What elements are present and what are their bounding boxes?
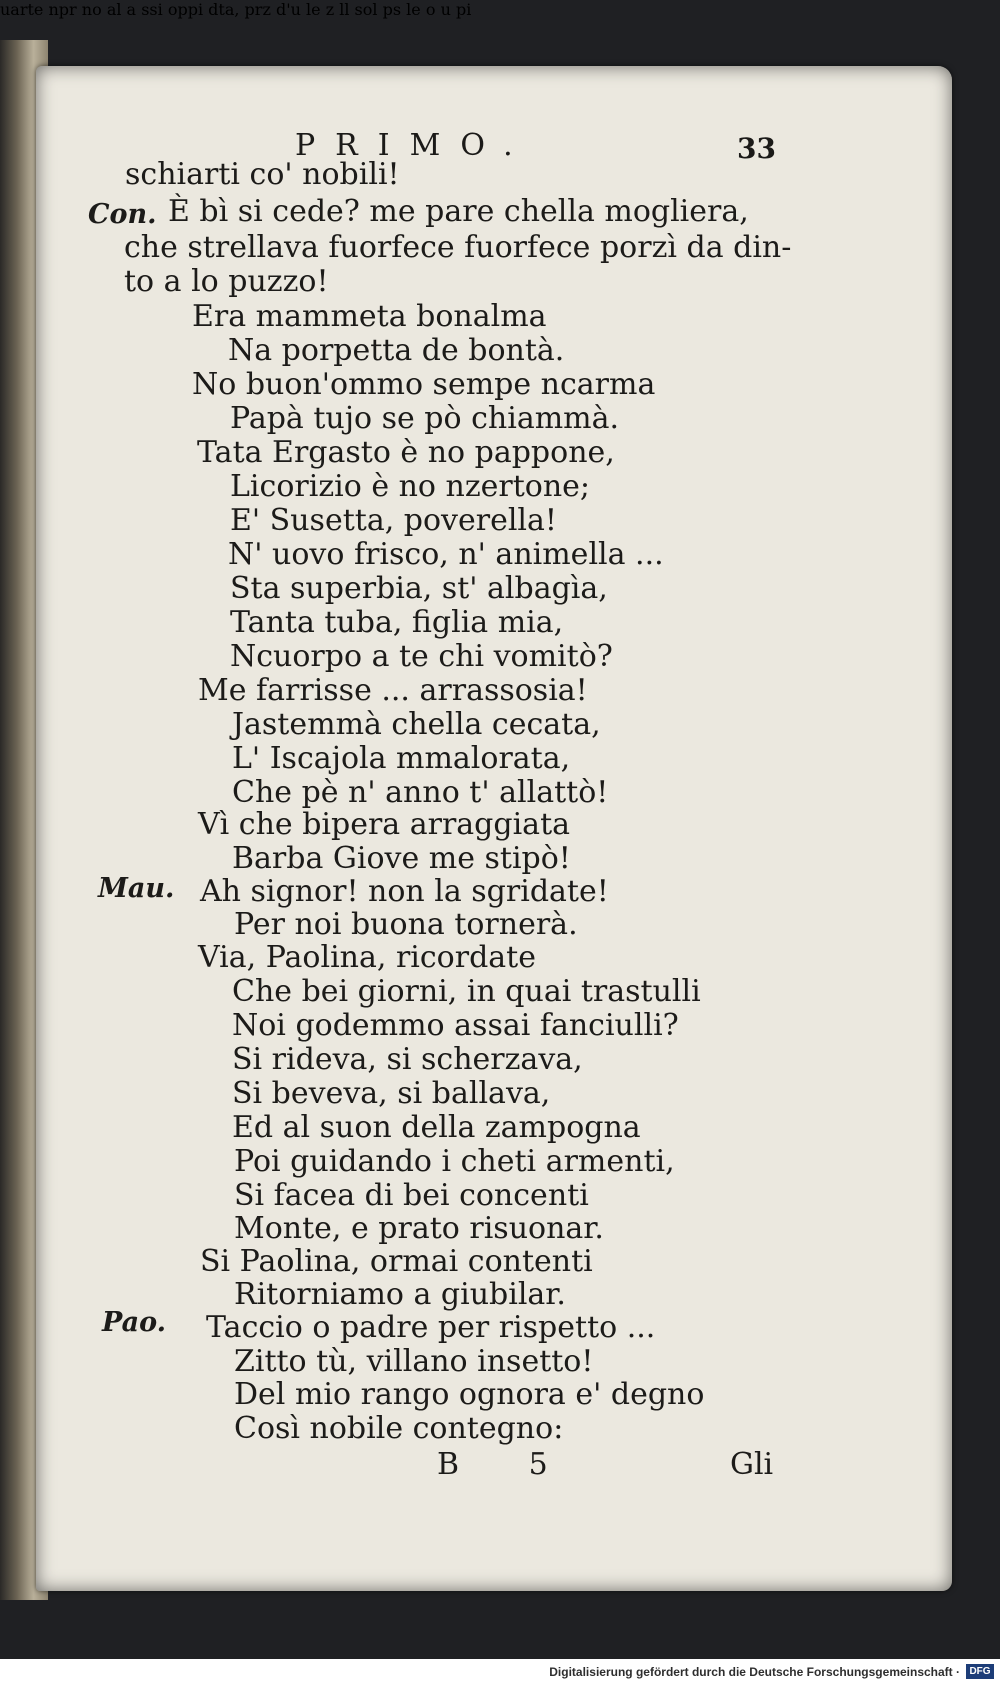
signature-mark: B 5 [437, 1447, 578, 1482]
text-line: Vì che bipera arraggiata [198, 807, 571, 842]
text-line: Papà tujo se pò chiammà. [230, 401, 620, 436]
left-page-fragment: ps [382, 0, 402, 19]
text-line: Si rideva, si scherzava, [232, 1042, 583, 1077]
left-page-fragment: uarte [0, 0, 44, 19]
text-line: Jastemmà chella cecata, [232, 707, 601, 742]
text-line: Monte, e prato risuonar. [234, 1211, 604, 1246]
text-line: Sta superbia, st' albagìa, [230, 571, 608, 606]
text-line: Per noi buona tornerà. [234, 907, 578, 942]
text-line: L' Iscajola mmalorata, [232, 741, 571, 776]
dfg-logo-icon: DFG [966, 1664, 994, 1679]
text-line: Via, Paolina, ricordate [198, 940, 536, 975]
text-line: schiarti co' nobili! [125, 157, 400, 192]
text-line: Poi guidando i cheti armenti, [234, 1144, 675, 1179]
left-page-fragment: no [81, 0, 102, 19]
left-page-fragment: npr [48, 0, 77, 19]
text-line: No buon'ommo sempe ncarma [192, 367, 656, 402]
speaker-label-mau: Mau. [98, 873, 175, 904]
text-line: Si beveva, si ballava, [232, 1076, 551, 1111]
text-line: Tanta tuba, figlia mia, [230, 605, 564, 640]
speaker-label-con: Con. [88, 199, 157, 230]
left-page-fragment: prz [244, 0, 271, 19]
text-line: Ncuorpo a te chi vomitò? [230, 639, 613, 674]
text-line: E' Susetta, poverella! [230, 503, 557, 538]
text-line: Barba Giove me stipò! [232, 841, 571, 876]
left-page-fragment: le o [406, 0, 436, 19]
text-line: Si Paolina, ormai contenti [200, 1244, 593, 1279]
catchword: Gli [730, 1447, 774, 1482]
text-line: Na porpetta de bontà. [228, 333, 565, 368]
text-line: Si facea di bei concenti [234, 1178, 589, 1213]
text-line: Zitto tù, villano insetto! [234, 1344, 594, 1379]
text-line: Del mio rango ognora e' degno [234, 1377, 705, 1412]
text-line: Così nobile contegno: [234, 1411, 564, 1446]
left-page-fragment: sol [354, 0, 378, 19]
running-title: PRIMO. [295, 128, 533, 163]
left-page-fragment: d'u [275, 0, 301, 19]
left-page-fragments [0, 0, 1000, 19]
text-line: Noi godemmo assai fanciulli? [232, 1008, 679, 1043]
left-page-fragment: le z [306, 0, 335, 19]
text-line: Che pè n' anno t' allattò! [232, 775, 609, 810]
text-line: Ritorniamo a giubilar. [234, 1277, 566, 1312]
text-line: to a lo puzzo! [124, 264, 329, 299]
left-page-fragment: ssi [141, 0, 163, 19]
credit-bar [0, 1659, 1000, 1685]
text-line: Era mammeta bonalma [192, 299, 547, 334]
text-line: Tata Ergasto è no pappone, [197, 435, 615, 470]
left-page-fragment: oppi [167, 0, 204, 19]
left-page-fragment: u pi [440, 0, 472, 19]
text-line: Che bei giorni, in quai trastulli [232, 974, 701, 1009]
credit-text: Digitalisierung gefördert durch die Deutsche Forschungsgemeinschaft · [549, 1665, 960, 1679]
text-line: Ed al suon della zampogna [232, 1110, 641, 1145]
left-page-fragment: dta, [208, 0, 240, 19]
text-line: È bì si cede? me pare chella mogliera, [168, 194, 749, 229]
text-line: che strellava fuorfece fuorfece porzì da din- [124, 230, 792, 265]
left-page-fragment: al a [106, 0, 137, 19]
text-line: Ah signor! non la sgridate! [200, 874, 609, 909]
text-line: Taccio o padre per rispetto ... [206, 1310, 656, 1345]
page-number: 33 [737, 132, 776, 165]
text-line: N' uovo frisco, n' animella ... [228, 537, 664, 572]
text-line: Licorizio è no nzertone; [230, 469, 591, 504]
left-page-fragment: ll [339, 0, 350, 19]
text-line: Me farrisse ... arrassosia! [198, 673, 588, 708]
speaker-label-pao: Pao. [102, 1307, 167, 1338]
